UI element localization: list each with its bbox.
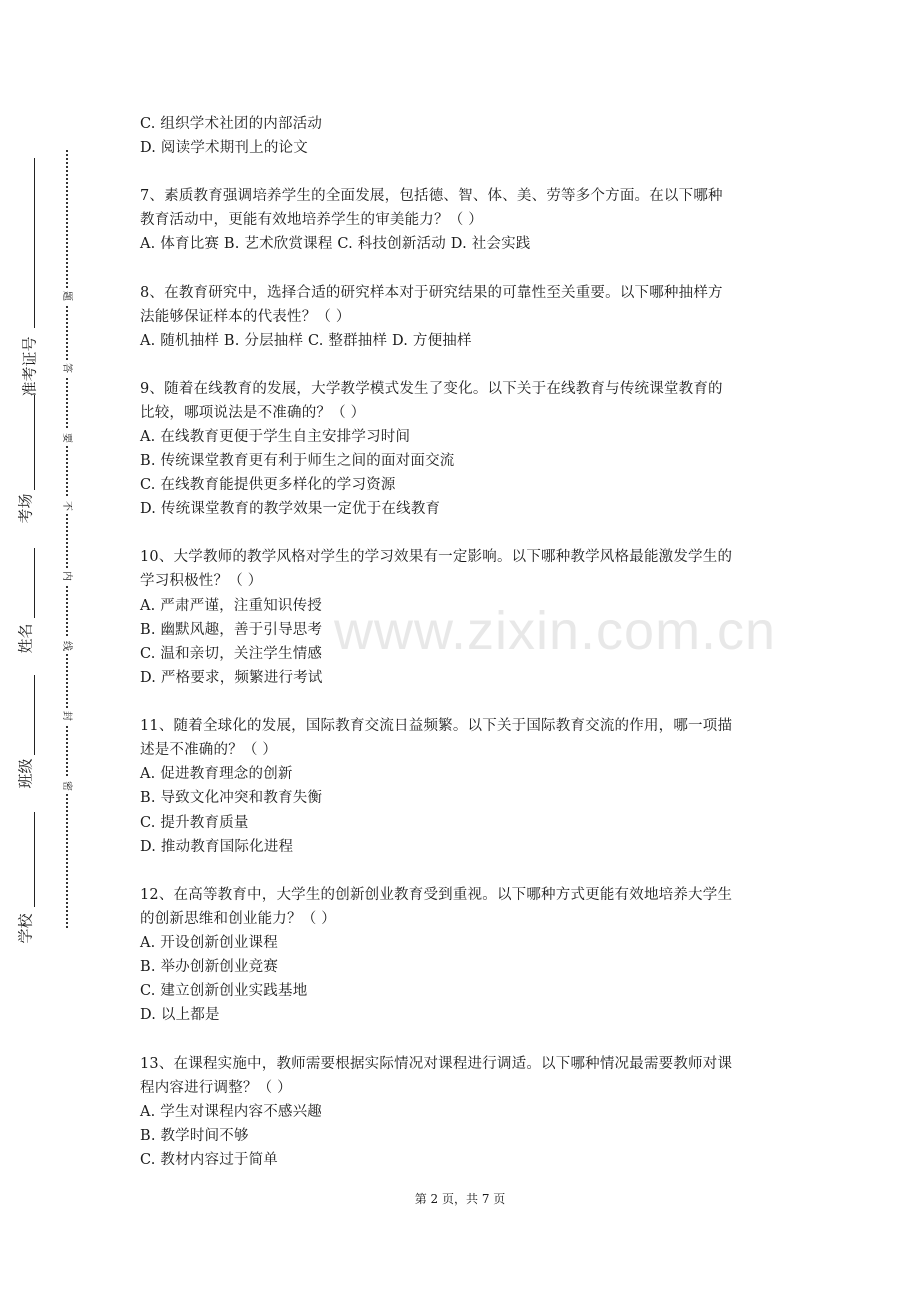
margin-underline (34, 158, 35, 328)
field-exam-number-label: 准考证号 (20, 336, 39, 397)
option-line: B. 导致文化冲突和教育失衡 (140, 790, 323, 806)
margin-underline (34, 675, 35, 755)
option-line: C. 组织学术社团的内部活动 (140, 116, 323, 132)
field-exam-room (14, 493, 40, 524)
question-stem: 法能够保证样本的代表性？（ ） (140, 309, 351, 325)
option-line: C. 提升教育质量 (140, 815, 249, 831)
option-line: D. 严格要求，频繁进行考试 (140, 670, 323, 686)
field-exam-room-label: 考场 (16, 493, 35, 524)
question-stem: 的创新思维和创业能力？（ ） (140, 911, 336, 927)
margin-underline (34, 395, 35, 490)
field-exam-number (14, 330, 40, 397)
seal-char: 答 (60, 360, 72, 376)
field-name (14, 623, 40, 654)
option-line: C. 在线教育能提供更多样化的学习资源 (140, 477, 396, 493)
option-line: A. 在线教育更便于学生自主安排学习时间 (140, 429, 411, 445)
option-line: A. 随机抽样 B. 分层抽样 C. 整群抽样 D. 方便抽样 (140, 333, 472, 349)
margin-underline (34, 548, 35, 618)
seal-char: 封 (60, 708, 72, 724)
option-line: B. 传统课堂教育更有利于师生之间的面对面交流 (140, 453, 455, 469)
field-name-label: 姓名 (16, 623, 35, 654)
option-line: D. 阅读学术期刊上的论文 (140, 140, 308, 156)
margin-underline (34, 812, 35, 907)
question-stem: 11、随着全球化的发展，国际教育交流日益频繁。以下关于国际教育交流的作用，哪一项描 (140, 718, 733, 734)
question-stem: 述是不准确的？（ ） (140, 742, 278, 758)
question-stem: 学习积极性？（ ） (140, 573, 263, 589)
option-line: D. 推动教育国际化进程 (140, 839, 294, 855)
option-line: B. 举办创新创业竞赛 (140, 959, 279, 975)
seal-char: 内 (60, 568, 72, 584)
option-line: A. 开设创新创业课程 (140, 935, 278, 951)
option-line: B. 幽默风趣，善于引导思考 (140, 622, 323, 638)
option-line: A. 体育比赛 B. 艺术欣赏课程 C. 科技创新活动 D. 社会实践 (140, 236, 531, 252)
seal-char: 不 (60, 498, 72, 514)
seal-char: 密 (60, 778, 72, 794)
seal-line (66, 150, 68, 928)
field-class (14, 758, 40, 789)
option-line: A. 学生对课程内容不感兴趣 (140, 1104, 322, 1120)
question-stem: 9、随着在线教育的发展，大学教学模式发生了变化。以下关于在线教育与传统课堂教育的 (140, 381, 723, 397)
field-class-label: 班级 (16, 758, 35, 789)
option-line: D. 传统课堂教育的教学效果一定优于在线教育 (140, 501, 441, 517)
seal-char: 线 (60, 638, 72, 654)
question-stem: 12、在高等教育中，大学生的创新创业教育受到重视。以下哪种方式更能有效地培养大学生 (140, 887, 733, 903)
option-line: C. 温和亲切，关注学生情感 (140, 646, 323, 662)
field-school (14, 913, 40, 944)
option-line: B. 教学时间不够 (140, 1128, 249, 1144)
page-footer: 第 2 页，共 7 页 (414, 1192, 506, 1206)
option-line: D. 以上都是 (140, 1007, 220, 1023)
question-stem: 7、素质教育强调培养学生的全面发展，包括德、智、体、美、劳等多个方面。在以下哪种 (140, 188, 723, 204)
question-stem: 教育活动中，更能有效地培养学生的审美能力？（ ） (140, 212, 483, 228)
question-stem: 10、大学教师的教学风格对学生的学习效果有一定影响。以下哪种教学风格最能激发学生的 (140, 549, 733, 565)
option-line: C. 教材内容过于简单 (140, 1152, 278, 1168)
question-stem: 程内容进行调整？（ ） (140, 1080, 292, 1096)
seal-char: 题 (60, 288, 72, 304)
watermark: www.zixin.com.cn (334, 601, 777, 661)
option-line: C. 建立创新创业实践基地 (140, 983, 308, 999)
field-school-label: 学校 (16, 913, 35, 944)
option-line: A. 促进教育理念的创新 (140, 766, 293, 782)
option-line: A. 严肃严谨，注重知识传授 (140, 598, 322, 614)
seal-char: 要 (60, 430, 72, 446)
question-stem: 13、在课程实施中，教师需要根据实际情况对课程进行调适。以下哪种情况最需要教师对课 (140, 1056, 733, 1072)
question-stem: 比较，哪项说法是不准确的？（ ） (140, 405, 366, 421)
question-stem: 8、在教育研究中，选择合适的研究样本对于研究结果的可靠性至关重要。以下哪种抽样方 (140, 285, 723, 301)
